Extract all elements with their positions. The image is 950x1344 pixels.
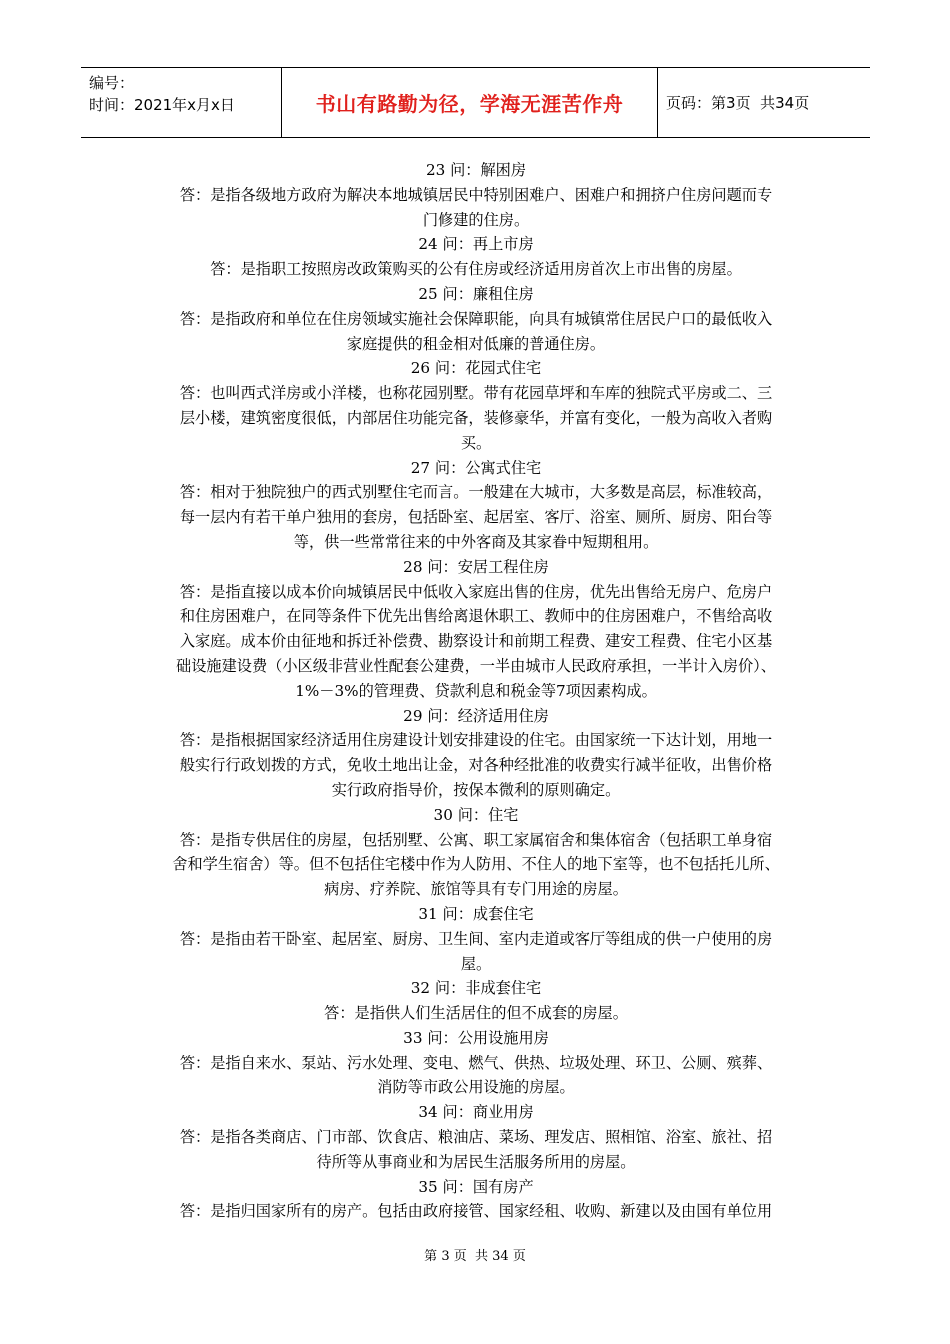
document-time-label: 时间：2021年x月x日 (89, 96, 235, 114)
answer-line: 答：是指各类商店、门市部、饮食店、粮油店、菜场、理发店、照相馆、浴室、旅社、招 (179, 1128, 773, 1147)
question-heading: 29 问：经济适用住房 (403, 706, 549, 725)
page-mid: 页 共 (735, 94, 776, 112)
footer-prefix: 第 (424, 1249, 438, 1264)
answer-line: 1%－3%的管理费、贷款利息和税金等7项因素构成。 (295, 681, 657, 700)
document-header (81, 67, 870, 138)
document-number-label: 编号： (89, 74, 135, 92)
footer-current: 3 (441, 1249, 450, 1264)
answer-line: 和住房困难户，在同等条件下优先出售给离退休职工、教师中的住房困难户，不售给高收 (179, 607, 773, 626)
question-heading: 26 问：花园式住宅 (410, 359, 542, 378)
question-heading: 32 问：非成套住宅 (410, 979, 542, 998)
answer-line: 消防等市政公用设施的房屋。 (377, 1078, 575, 1097)
answer-line: 屋。 (460, 954, 492, 973)
answer-line: 答：是指直接以成本价向城镇居民中低收入家庭出售的住房，优先出售给无房户、危房户 (179, 582, 773, 601)
answer-line: 础设施建设费（小区级非营业性配套公建费，一半由城市人民政府承担，一半计入房价）、 (176, 656, 776, 675)
question-heading: 30 问：住宅 (433, 805, 519, 824)
answer-line: 病房、疗养院、旅馆等具有专门用途的房屋。 (324, 880, 628, 899)
answer-line: 答：是指专供居住的房屋，包括别墅、公寓、职工家属宿舍和集体宿舍（包括职工单身宿 (179, 830, 773, 849)
answer-line: 等，供一些常常往来的中外客商及其家眷中短期租用。 (293, 532, 659, 551)
answer-line: 舍和学生宿舍）等。但不包括住宅楼中作为人防用、不住人的地下室等，也不包括托儿所、 (172, 855, 780, 874)
question-heading: 35 问：国有房产 (418, 1177, 534, 1196)
answer-line: 层小楼，建筑密度很低，内部居住功能完备，装修豪华，并富有变化，一般为高收入者购 (179, 408, 773, 427)
document-body (148, 158, 804, 1224)
answer-line: 答：是指供人们生活居住的但不成套的房屋。 (324, 1004, 628, 1023)
answer-line: 答：相对于独院独户的西式别墅住宅而言。一般建在大城市，大多数是高层，标准较高， (179, 483, 773, 502)
page-total: 34 (775, 93, 795, 112)
answer-line: 待所等从事商业和为居民生活服务所用的房屋。 (316, 1152, 636, 1171)
question-heading: 24 问：再上市房 (418, 235, 534, 254)
answer-line: 答：是指各级地方政府为解决本地城镇居民中特别困难户、困难户和拥挤户住房问题而专 (179, 185, 773, 204)
answer-line: 实行政府指导价，按保本微利的原则确定。 (331, 780, 621, 799)
question-heading: 28 问：安居工程住房 (403, 557, 549, 576)
footer-total: 34 (492, 1249, 509, 1264)
header-meta (81, 68, 282, 137)
page-label: 页码：第 (666, 94, 727, 112)
answer-line: 般实行行政划拨的方式，免收土地出让金，对各种经批准的收费实行减半征收，出售价格 (179, 756, 773, 775)
answer-line: 答：是指自来水、泵站、污水处理、变电、燃气、供热、垃圾处理、环卫、公厕、殡葬、 (179, 1053, 773, 1072)
answer-line: 答：是指职工按照房改政策购买的公有住房或经济适用房首次上市出售的房屋。 (210, 260, 742, 279)
answer-line: 答：是指根据国家经济适用住房建设计划安排建设的住宅。由国家统一下达计划，用地一 (179, 731, 773, 750)
answer-line: 答：也叫西式洋房或小洋楼，也称花园别墅。带有花园草坪和车库的独院式平房或二、三 (179, 384, 773, 403)
answer-line: 每一层内有若干单户独用的套房，包括卧室、起居室、客厅、浴室、厕所、厨房、阳台等 (179, 508, 773, 527)
answer-line: 答：是指由若干卧室、起居室、厨房、卫生间、室内走道或客厅等组成的供一户使用的房 (179, 929, 773, 948)
question-heading: 23 问：解困房 (425, 161, 527, 179)
page-current: 3 (726, 93, 736, 112)
page-footer (0, 1245, 950, 1264)
footer-mid: 页 共 (453, 1249, 488, 1264)
question-heading: 31 问：成套住宅 (418, 904, 534, 923)
answer-line: 家庭提供的租金相对低廉的普通住房。 (346, 334, 606, 353)
question-heading: 34 问：商业用房 (418, 1103, 534, 1122)
answer-line: 买。 (460, 433, 492, 452)
question-heading: 33 问：公用设施用房 (403, 1028, 549, 1047)
question-heading: 25 问：廉租住房 (418, 284, 534, 303)
answer-line: 答：是指政府和单位在住房领域实施社会保障职能，向具有城镇常住居民户口的最低收入 (179, 309, 773, 328)
header-motto: 书山有路勤为径，学海无涯苦作舟 (282, 68, 658, 137)
answer-line: 入家庭。成本价由征地和拆迁补偿费、勘察设计和前期工程费、建安工程费、住宅小区基 (179, 632, 773, 651)
page-suffix: 页 (794, 94, 810, 112)
question-heading: 27 问：公寓式住宅 (410, 458, 542, 477)
footer-suffix: 页 (512, 1249, 526, 1264)
answer-line: 门修建的住房。 (422, 210, 530, 229)
header-page-info (658, 68, 870, 137)
answer-line: 答：是指归国家所有的房产。包括由政府接管、国家经租、收购、新建以及由国有单位用 (179, 1202, 773, 1221)
